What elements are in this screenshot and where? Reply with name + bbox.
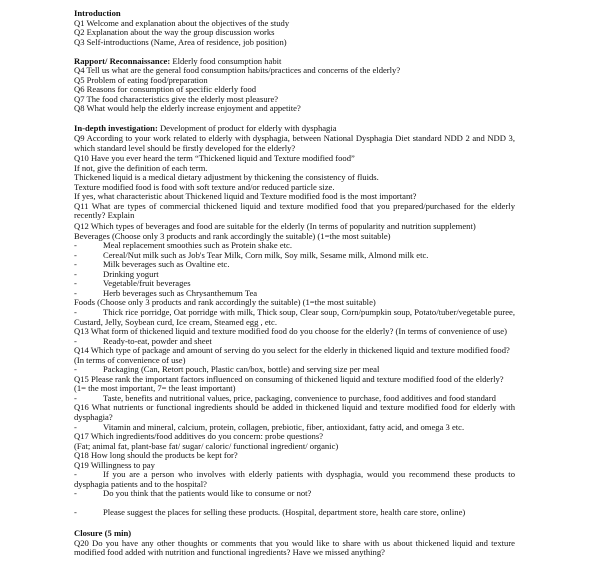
interview-guide-document [74,9,515,558]
bullet-dash: - [74,240,77,251]
bullet-dash: - [74,421,77,432]
question-q2: Q2 Explanation about the way the group discussion works [74,27,275,38]
indepth-heading-line [74,124,515,134]
beverage-text: Milk beverages such as Ovaltine etc. [103,259,230,270]
q19-item [74,508,515,518]
bullet-dash: - [74,469,77,480]
foods-intro: Foods (Choose only 3 products and rank accordingly the suitable) (1=the most suitable) [74,297,376,308]
question-q12: Q12 Which types of beverages and food are suitable for the elderly (In terms of popularity and nutrition supplement) [74,221,476,232]
foods-item [74,308,515,327]
q19-item-text: Please suggest the places for selling these products. (Hospital, department store, health care store, online) [103,507,466,518]
q14-item-text: Packaging (Can, Retort pouch, Plastic can/box, bottle) and serving size per meal [103,364,380,375]
question-q17: Q17 Which ingredients/food additives do you concern: probe questions? [74,431,324,442]
question-q1: Q1 Welcome and explanation about the objectives of the study [74,17,290,28]
question-q11: Q11 What are types of commercial thickened liquid and texture modified food that you prepared/purchased for the elderly recently? Explain [74,200,515,221]
question-q8: Q8 What would help the elderly increase enjoyment and appetite? [74,103,301,114]
bullet-dash: - [74,259,77,270]
question-q9: Q9 According to your work related to elderly with dysphagia, between National Dysphagia Diet standard NDD 2 and NDD 3, which standard level should be firstly developed for the elderly? [74,133,515,153]
indepth-heading: In-depth investigation: [74,122,158,133]
question-q18: Q18 How long should the products be kept for? [74,450,238,461]
bullet-dash: - [74,488,77,499]
question-q14: Q14 Which type of package and amount of serving do you select for the elderly in thickened liquid and texture modified food? [74,345,510,356]
bullet-dash: - [74,287,77,298]
question-q13: Q13 What form of thickened liquid and texture modified food do you choose for the elderly? (In terms of convenience of use) [74,326,507,337]
question-q4: Q4 Tell us what are the general food consumption habits/practices and concerns of the elderly? [74,65,401,76]
q15-item-text: Taste, benefits and nutritional values, price, packaging, convenience to purchase, food additives and food standard [103,392,496,403]
q10-definition-texture-modified: Texture modified food is food with soft texture and/or reduced particle size. [74,181,335,192]
bullet-dash: - [74,278,77,289]
q13-item-text: Ready-to-eat, powder and sheet [103,335,212,346]
rapport-heading: Rapport/ Reconnaissance: [74,55,171,66]
beverages-intro: Beverages (Choose only 3 products and rank accordingly the suitable) (1=the most suitable) [74,230,391,241]
closure-heading: Closure (5 min) [74,527,132,538]
bullet-dash: - [74,268,77,279]
beverage-text: Vegetable/fruit beverages [103,278,191,289]
beverage-text: Herb beverages such as Chrysanthemum Tea [103,287,258,298]
q19-item-text: If you are a person who involves with elderly patients with dysphagia, would you recommend these products to dysphagia patients and to the hospital? [74,469,515,489]
bullet-dash: - [74,249,77,260]
question-q7: Q7 The food characteristics give the elderly most pleasure? [74,93,279,104]
q16-item-text: Vitamin and mineral, calcium, protein, collagen, prebiotic, fiber, antioxidant, fatty acid, and omega 3 etc. [103,421,465,432]
question-q16: Q16 What nutrients or functional ingredients should be added in thickened liquid and texture modified food for elderly with dysphagia? [74,402,515,422]
bullet-dash: - [74,335,77,346]
bullet-dash: - [74,364,77,375]
question-q19: Q19 Willingness to pay [74,459,155,470]
question-q10: Q10 Have you ever heard the term “Thickened liquid and Texture modified food” [74,153,355,164]
q17-note: (Fat; animal fat, plant-base fat/ sugar/ caloric/ functional ingredient/ organic) [74,440,339,451]
q19-item [74,489,515,499]
q10-if-yes: If yes, what characteristic about Thickened liquid and Texture modified food is the most important? [74,191,417,202]
q19-item-text: Do you think that the patients would like to consume or not? [103,488,312,499]
spacer [74,518,515,529]
question-q6: Q6 Reasons for consumption of specific elderly food [74,84,257,95]
rapport-subtitle: Elderly food consumption habit [170,55,282,66]
beverage-text: Meal replacement smoothies such as Protein shake etc. [103,240,293,251]
bullet-dash: - [74,507,77,518]
beverage-text: Cereal/Nut milk such as Job's Tear Milk, Corn milk, Soy milk, Sesame milk, Almond milk etc. [103,249,429,260]
question-q3: Q3 Self-introductions (Name, Area of residence, job position) [74,36,287,47]
q15-note: (1= the most important, 7= the least important) [74,383,236,394]
question-q5: Q5 Problem of eating food/preparation [74,74,208,85]
question-q15: Q15 Please rank the important factors influenced on consuming of thickened liquid and texture modified food of the elderly? [74,373,504,384]
q14-note: (In terms of convenience of use) [74,354,186,365]
foods-text: Thick rice porridge, Oat porridge with milk, Thick soup, Clear soup, Corn/pumpkin soup, Potato/tuber/vegetable puree, Custard, Jelly, Soybean curd, Ice cream, Steamed egg , etc. [74,306,515,327]
question-q20: Q20 Do you have any other thoughts or comments that you would like to share with us about thickened liquid and texture modified food added with nutrition and functional ingredients? Have we missed anything? [74,537,515,558]
q10-definition-thickened-liquid: Thickened liquid is a medical dietary adjustment by thickening the consistency of fluids. [74,172,379,183]
q19-item [74,470,515,489]
indepth-subtitle: Development of product for elderly with dysphagia [157,122,337,133]
beverage-text: Drinking yogurt [103,268,159,279]
q10-if-not: If not, give the definition of each term. [74,162,208,173]
bullet-dash: - [74,306,77,317]
intro-heading: Introduction [74,8,121,18]
bullet-dash: - [74,392,77,403]
